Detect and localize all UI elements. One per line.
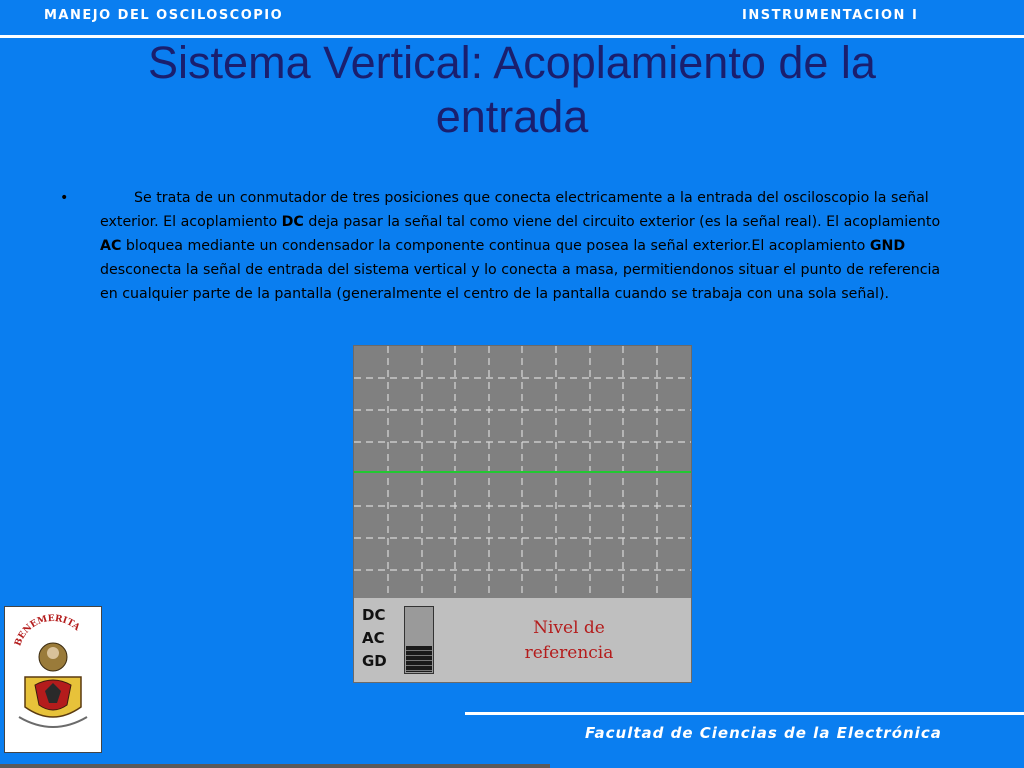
- text-segment-4: desconecta la señal de entrada del sistema vertical y lo conecta a masa, permitiendonos situar el punto de referencia en cualquier parte de la pantalla (generalmente el centro de la pantalla cuando se trabaja con una sola señal).: [100, 262, 941, 302]
- svg-text:BENEMERITA: BENEMERITA: [13, 613, 82, 648]
- header-course-label: MANEJO DEL OSCILOSCOPIO: [44, 8, 284, 23]
- oscilloscope-screen: [354, 346, 691, 598]
- bottom-strip: [0, 764, 550, 768]
- coupling-switch: [404, 606, 434, 674]
- bullet-marker: •: [60, 190, 69, 206]
- slide-title-line2: entrada: [435, 91, 589, 142]
- reference-line1: Nivel de: [533, 618, 605, 638]
- logo-emblem-icon: [5, 607, 101, 752]
- coupling-label-ac: AC: [362, 629, 385, 647]
- header-subject-label: INSTRUMENTACION I: [742, 8, 919, 23]
- footer-faculty-label: Facultad de Ciencias de la Electrónica: [585, 724, 942, 742]
- term-ac: AC: [100, 238, 122, 254]
- text-segment-3: bloquea mediante un condensador la componente continua que posea la señal exterior.El acoplamiento: [121, 238, 870, 254]
- slide-title-line1: Sistema Vertical: Acoplamiento de la: [148, 37, 876, 88]
- oscilloscope-image: [353, 345, 692, 683]
- reference-line2: referencia: [524, 643, 614, 663]
- university-logo: [4, 606, 102, 753]
- reference-level-label: [514, 616, 624, 666]
- switch-knob: [406, 646, 432, 672]
- bullet-paragraph: [100, 186, 950, 306]
- term-gnd: GND: [869, 238, 906, 254]
- text-segment-2: deja pasar la señal tal como viene del circuito exterior (es la señal real). El acoplamiento: [303, 214, 941, 230]
- text-segment-1: Se trata de un conmutador de tres posiciones que conecta electricamente a la entrada del osciloscopio la señal exterior. El acoplamiento: [100, 190, 929, 230]
- term-dc: DC: [281, 214, 304, 230]
- footer-divider: [465, 712, 1024, 715]
- coupling-label-gd: GD: [362, 652, 387, 670]
- bullet-item: [60, 186, 950, 306]
- coupling-label-dc: DC: [362, 606, 386, 624]
- slide-title: [0, 36, 1024, 144]
- coupling-panel: [354, 598, 691, 682]
